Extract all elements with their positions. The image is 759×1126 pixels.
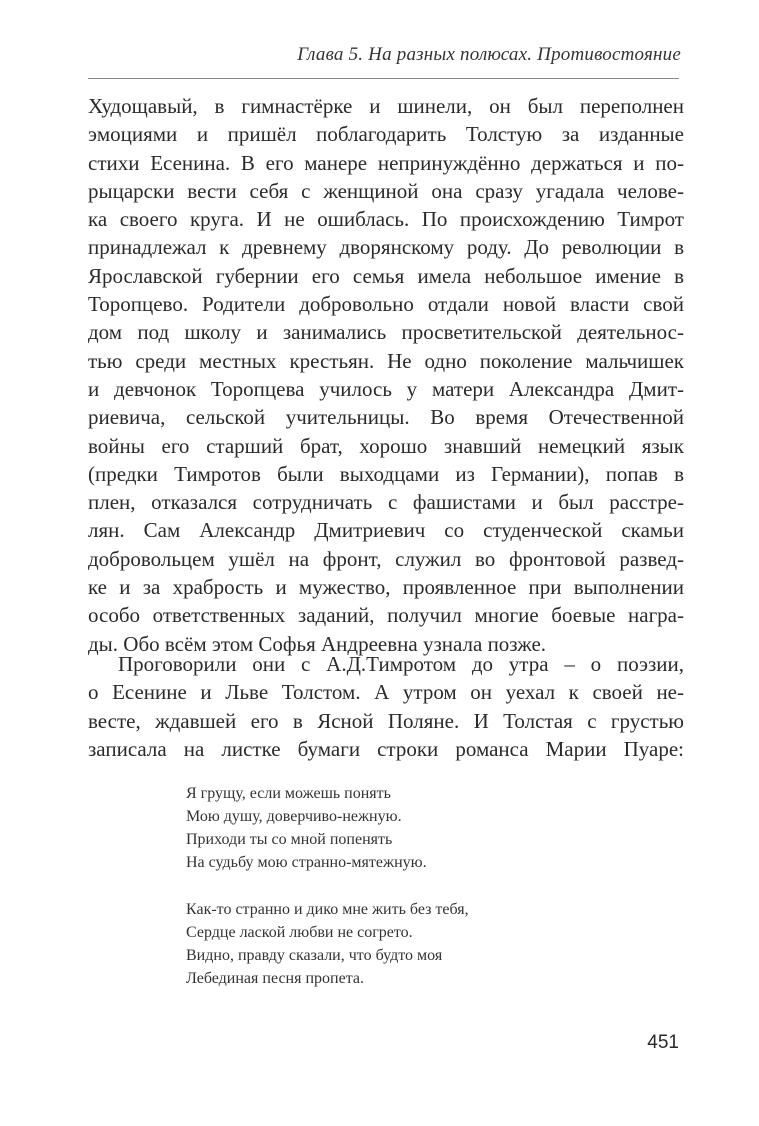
text-line: добровольцем ушёл на фронт, служил во фронтовой развед- bbox=[88, 546, 684, 571]
text-line: риевича, сельской учительницы. Во время Отечественной bbox=[88, 405, 684, 430]
poem-quote bbox=[186, 782, 469, 990]
poem-verse: Я грущу, если можешь понять bbox=[186, 785, 391, 802]
second-paragraph bbox=[88, 650, 684, 763]
poem-verse: На судьбу мою странно-мятежную. bbox=[186, 854, 427, 871]
text-line: о Есенине и Льве Толстом. А утром он уехал к своей не- bbox=[88, 680, 684, 705]
text-line: записала на листке бумаги строки романса Марии Пуаре: bbox=[88, 736, 684, 761]
text-line: особо ответственных заданий, получил многие боевые награ- bbox=[88, 603, 684, 628]
text-line: ке и за храбрость и мужество, проявленное при выполнении bbox=[88, 575, 684, 600]
poem-verse: Лебединая песня пропета. bbox=[186, 970, 364, 987]
main-text bbox=[88, 92, 684, 658]
text-line: рыцарски вести себя с женщиной она сразу угадала челове- bbox=[88, 178, 684, 203]
text-line: (предки Тимротов были выходцами из Германии), попав в bbox=[88, 461, 684, 486]
text-line: эмоциями и пришёл поблагодарить Толстую за изданные bbox=[88, 122, 684, 147]
text-line: Худощавый, в гимнастёрке и шинели, он был переполнен bbox=[88, 94, 684, 118]
poem-verse: Мою душу, доверчиво-нежную. bbox=[186, 808, 402, 825]
poem-verse: Как-то странно и дико мне жить без тебя, bbox=[186, 901, 469, 918]
header-rule bbox=[88, 78, 679, 79]
running-head: Глава 5. На разных полюсах. Противостояние bbox=[297, 44, 681, 65]
text-line: Ярославской губернии его семья имела небольшое имение в bbox=[88, 263, 684, 288]
poem-verse: Приходи ты со мной попенять bbox=[186, 831, 393, 848]
poem-verse: Видно, правду сказали, что будто моя bbox=[186, 947, 443, 964]
text-line: принадлежал к древнему дворянскому роду. До революции в bbox=[88, 235, 684, 260]
text-line: весте, ждавшей его в Ясной Поляне. И Толстая с грустью bbox=[88, 708, 684, 733]
text-line: дом под школу и занимались просветительской деятельнос- bbox=[88, 320, 684, 345]
text-line: стихи Есенина. В его манере непринуждённо держаться и по- bbox=[88, 150, 684, 175]
text-line: Торопцево. Родители добровольно отдали новой власти свой bbox=[88, 292, 684, 317]
text-line: тью среди местных крестьян. Не одно поколение мальчишек bbox=[88, 348, 684, 373]
poem-verse: Сердце лаской любви не согрето. bbox=[186, 924, 413, 941]
text-line: ды. Обо всём этом Софья Андреевна узнала позже. bbox=[88, 631, 547, 656]
poem-stanza bbox=[186, 898, 469, 990]
text-line: ка своего круга. И не ошиблась. По происхождению Тимрот bbox=[88, 207, 684, 232]
text-line: и девчонок Торопцева училось у матери Александра Дмит- bbox=[88, 376, 684, 401]
poem-stanza bbox=[186, 782, 469, 874]
page-number: 451 bbox=[647, 1032, 679, 1053]
text-line: плен, отказался сотрудничать с фашистами и был расстре- bbox=[88, 490, 684, 515]
text-line-indented: Проговорили они с А.Д.Тимротом до утра – о поэзии, bbox=[118, 652, 684, 676]
text-line: лян. Сам Александр Дмитриевич со студенческой скамьи bbox=[88, 518, 684, 543]
text-line: войны его старший брат, хорошо знавший немецкий язык bbox=[88, 433, 684, 458]
